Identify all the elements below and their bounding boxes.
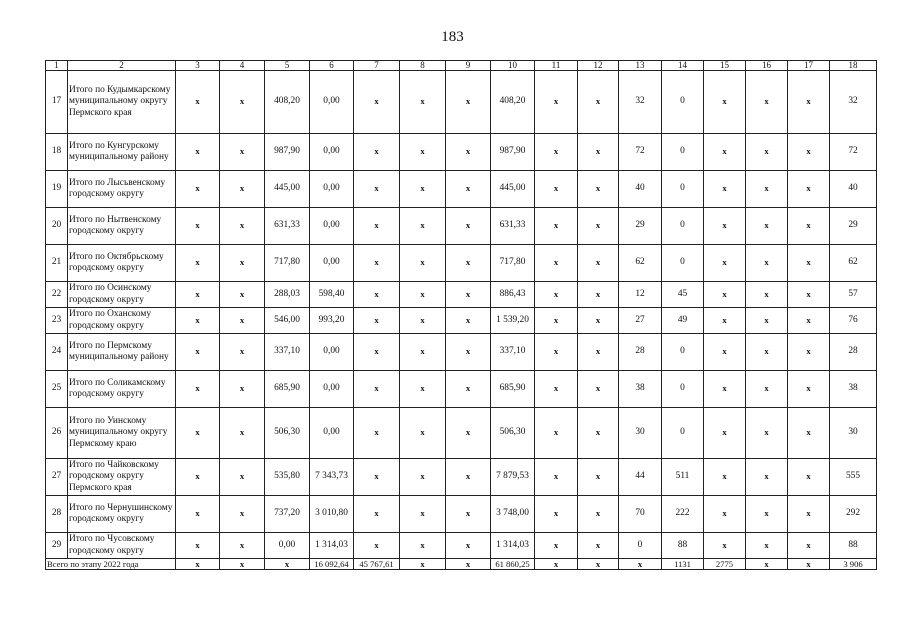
- total-cell: x: [400, 559, 446, 570]
- total-cell: x: [619, 559, 662, 570]
- table-cell: 32: [830, 71, 877, 134]
- total-cell: x: [578, 559, 619, 570]
- column-number: 8: [400, 61, 446, 71]
- table-cell: x: [400, 134, 446, 171]
- table-cell: 76: [830, 308, 877, 334]
- table-cell: 45: [662, 282, 704, 308]
- table-cell: x: [176, 371, 220, 408]
- table-row: [46, 334, 877, 371]
- municipality-name: Итого по Кудымкарскому муниципальному округу Пермского края: [68, 71, 176, 134]
- table-cell: x: [400, 533, 446, 559]
- table-cell: 12: [619, 282, 662, 308]
- table-cell: x: [788, 496, 830, 533]
- table-cell: x: [578, 459, 619, 496]
- column-number: 12: [578, 61, 619, 71]
- row-number: 24: [46, 334, 68, 371]
- municipality-name: Итого по Чусовскому городскому округу: [68, 533, 176, 559]
- table-cell: 685,90: [265, 371, 310, 408]
- column-number: 4: [220, 61, 265, 71]
- table-cell: x: [788, 408, 830, 459]
- table-row: [46, 134, 877, 171]
- table-cell: 0,00: [310, 245, 354, 282]
- table-cell: x: [354, 134, 400, 171]
- table-cell: x: [704, 134, 746, 171]
- table-cell: 0: [662, 245, 704, 282]
- table-cell: x: [704, 371, 746, 408]
- table-cell: x: [176, 134, 220, 171]
- table-cell: x: [788, 171, 830, 208]
- table-cell: x: [704, 308, 746, 334]
- table-cell: 38: [830, 371, 877, 408]
- table-cell: x: [578, 134, 619, 171]
- table-cell: 408,20: [265, 71, 310, 134]
- table-cell: x: [400, 282, 446, 308]
- row-number: 25: [46, 371, 68, 408]
- table-cell: 0,00: [265, 533, 310, 559]
- table-cell: x: [535, 208, 578, 245]
- table-cell: 0: [662, 208, 704, 245]
- table-cell: x: [788, 334, 830, 371]
- column-number: 5: [265, 61, 310, 71]
- table-cell: x: [788, 208, 830, 245]
- table-cell: x: [788, 533, 830, 559]
- total-cell: 2775: [704, 559, 746, 570]
- total-cell: 3 906: [830, 559, 877, 570]
- table-cell: x: [746, 459, 788, 496]
- table-cell: 0,00: [310, 134, 354, 171]
- column-number: 15: [704, 61, 746, 71]
- table-cell: x: [446, 371, 491, 408]
- table-cell: 27: [619, 308, 662, 334]
- page-number: 183: [441, 29, 464, 45]
- table-cell: 62: [830, 245, 877, 282]
- table-cell: 88: [830, 533, 877, 559]
- table-cell: x: [578, 208, 619, 245]
- table-cell: 0,00: [310, 408, 354, 459]
- table-cell: 40: [830, 171, 877, 208]
- table-cell: 0,00: [310, 371, 354, 408]
- table-cell: x: [220, 533, 265, 559]
- table-row: [46, 496, 877, 533]
- table-cell: x: [400, 334, 446, 371]
- table-cell: x: [176, 408, 220, 459]
- municipality-name: Итого по Нытвенскому городскому округу: [68, 208, 176, 245]
- table-cell: x: [704, 459, 746, 496]
- table-cell: 1 314,03: [491, 533, 535, 559]
- table-cell: 72: [619, 134, 662, 171]
- total-row: [46, 559, 877, 570]
- table-cell: x: [704, 71, 746, 134]
- table-cell: 0,00: [310, 171, 354, 208]
- table-cell: x: [535, 334, 578, 371]
- table-cell: x: [220, 71, 265, 134]
- table-cell: 222: [662, 496, 704, 533]
- table-cell: 0: [662, 334, 704, 371]
- table-cell: 3 010,80: [310, 496, 354, 533]
- table-cell: 685,90: [491, 371, 535, 408]
- table-cell: 29: [830, 208, 877, 245]
- table-cell: x: [354, 282, 400, 308]
- report-table: [45, 60, 877, 570]
- table-cell: 506,30: [265, 408, 310, 459]
- table-cell: x: [578, 71, 619, 134]
- table-cell: x: [746, 282, 788, 308]
- table-cell: 886,43: [491, 282, 535, 308]
- table-cell: x: [400, 208, 446, 245]
- table-cell: 445,00: [491, 171, 535, 208]
- table-cell: x: [578, 245, 619, 282]
- table-cell: x: [176, 245, 220, 282]
- table-cell: x: [220, 134, 265, 171]
- table-cell: x: [176, 171, 220, 208]
- column-number: 7: [354, 61, 400, 71]
- table-cell: x: [400, 371, 446, 408]
- table-cell: 717,80: [491, 245, 535, 282]
- table-cell: x: [578, 496, 619, 533]
- table-cell: 546,00: [265, 308, 310, 334]
- table-row: [46, 408, 877, 459]
- column-number: 16: [746, 61, 788, 71]
- table-row: [46, 282, 877, 308]
- table-cell: x: [176, 496, 220, 533]
- table-cell: x: [746, 371, 788, 408]
- table-cell: x: [704, 208, 746, 245]
- table-row: [46, 171, 877, 208]
- table-cell: x: [535, 134, 578, 171]
- total-cell: 16 092,64: [310, 559, 354, 570]
- table-cell: x: [354, 71, 400, 134]
- municipality-name: Итого по Уинскому муниципальному округу Пермскому краю: [68, 408, 176, 459]
- table-cell: 40: [619, 171, 662, 208]
- table-cell: x: [535, 282, 578, 308]
- municipality-name: Итого по Соликамскому городскому округу: [68, 371, 176, 408]
- municipality-name: Итого по Октябрьскому городскому округу: [68, 245, 176, 282]
- municipality-name: Итого по Лысьвенскому городскому округу: [68, 171, 176, 208]
- municipality-name: Итого по Чернушинскому городскому округу: [68, 496, 176, 533]
- table-cell: x: [746, 245, 788, 282]
- table-cell: x: [220, 496, 265, 533]
- table-cell: x: [446, 245, 491, 282]
- table-cell: x: [788, 245, 830, 282]
- table-cell: 987,90: [265, 134, 310, 171]
- table-cell: x: [704, 334, 746, 371]
- table-cell: x: [176, 533, 220, 559]
- table-cell: 29: [619, 208, 662, 245]
- table-cell: 0: [662, 371, 704, 408]
- table-cell: x: [176, 334, 220, 371]
- table-cell: x: [220, 282, 265, 308]
- table-cell: x: [746, 208, 788, 245]
- column-number: 11: [535, 61, 578, 71]
- row-number: 20: [46, 208, 68, 245]
- table-cell: 1 539,20: [491, 308, 535, 334]
- municipality-name: Итого по Чайковскому городскому округу Пермского края: [68, 459, 176, 496]
- table-cell: 0,00: [310, 208, 354, 245]
- municipality-name: Итого по Осинскому городскому округу: [68, 282, 176, 308]
- table-cell: x: [578, 371, 619, 408]
- municipality-name: Итого по Кунгурскому муниципальному району: [68, 134, 176, 171]
- row-number: 19: [46, 171, 68, 208]
- table-cell: 62: [619, 245, 662, 282]
- table-cell: x: [578, 408, 619, 459]
- table-cell: x: [446, 171, 491, 208]
- table-cell: x: [400, 71, 446, 134]
- table-cell: x: [354, 171, 400, 208]
- row-number: 26: [46, 408, 68, 459]
- table-cell: x: [446, 334, 491, 371]
- column-number: 18: [830, 61, 877, 71]
- table-cell: 3 748,00: [491, 496, 535, 533]
- table-cell: x: [535, 245, 578, 282]
- table-cell: 49: [662, 308, 704, 334]
- table-cell: 0,00: [310, 71, 354, 134]
- total-cell: x: [265, 559, 310, 570]
- table-cell: x: [400, 408, 446, 459]
- table-cell: 70: [619, 496, 662, 533]
- table-cell: x: [578, 308, 619, 334]
- table-cell: 337,10: [265, 334, 310, 371]
- table-cell: x: [446, 282, 491, 308]
- table-cell: 631,33: [491, 208, 535, 245]
- table-cell: 631,33: [265, 208, 310, 245]
- table-cell: 0: [662, 71, 704, 134]
- table-cell: x: [220, 334, 265, 371]
- row-number: 17: [46, 71, 68, 134]
- table-cell: x: [578, 171, 619, 208]
- table-row: [46, 371, 877, 408]
- table-cell: 445,00: [265, 171, 310, 208]
- row-number: 23: [46, 308, 68, 334]
- table-cell: x: [176, 208, 220, 245]
- table-cell: x: [220, 408, 265, 459]
- table-cell: x: [446, 71, 491, 134]
- table-cell: x: [788, 134, 830, 171]
- table-cell: x: [535, 308, 578, 334]
- table-cell: x: [446, 208, 491, 245]
- table-cell: x: [354, 533, 400, 559]
- table-cell: 737,20: [265, 496, 310, 533]
- table-cell: x: [746, 533, 788, 559]
- table-cell: 7 343,73: [310, 459, 354, 496]
- column-number: 17: [788, 61, 830, 71]
- table-cell: 0: [662, 408, 704, 459]
- table-cell: x: [746, 496, 788, 533]
- total-cell: x: [446, 559, 491, 570]
- table-cell: 506,30: [491, 408, 535, 459]
- total-cell: 1131: [662, 559, 704, 570]
- table-cell: 32: [619, 71, 662, 134]
- table-cell: x: [220, 171, 265, 208]
- table-cell: x: [535, 71, 578, 134]
- row-number: 28: [46, 496, 68, 533]
- table-row: [46, 533, 877, 559]
- table-cell: 72: [830, 134, 877, 171]
- row-number: 27: [46, 459, 68, 496]
- table-cell: 0,00: [310, 334, 354, 371]
- table-cell: x: [788, 371, 830, 408]
- table-cell: 993,20: [310, 308, 354, 334]
- column-number: 1: [46, 61, 68, 71]
- table-cell: 292: [830, 496, 877, 533]
- table-cell: x: [746, 334, 788, 371]
- table-cell: 0: [662, 171, 704, 208]
- table-cell: x: [354, 245, 400, 282]
- table-cell: 0: [662, 134, 704, 171]
- table-cell: x: [354, 208, 400, 245]
- column-number: 14: [662, 61, 704, 71]
- table-body: [46, 61, 877, 570]
- table-cell: x: [704, 408, 746, 459]
- total-cell: x: [746, 559, 788, 570]
- row-number: 29: [46, 533, 68, 559]
- column-number: 9: [446, 61, 491, 71]
- table-cell: 511: [662, 459, 704, 496]
- table-cell: x: [354, 308, 400, 334]
- table-cell: x: [400, 459, 446, 496]
- table-cell: 0: [619, 533, 662, 559]
- column-number: 13: [619, 61, 662, 71]
- table-cell: x: [535, 408, 578, 459]
- table-cell: x: [704, 496, 746, 533]
- table-cell: x: [788, 282, 830, 308]
- table-cell: 88: [662, 533, 704, 559]
- table-cell: 30: [830, 408, 877, 459]
- table-cell: x: [535, 533, 578, 559]
- table-cell: x: [176, 71, 220, 134]
- column-number: 3: [176, 61, 220, 71]
- total-cell: 45 767,61: [354, 559, 400, 570]
- table-cell: 288,03: [265, 282, 310, 308]
- total-cell: x: [176, 559, 220, 570]
- table-row: [46, 245, 877, 282]
- column-number: 6: [310, 61, 354, 71]
- column-number: 10: [491, 61, 535, 71]
- table-cell: 555: [830, 459, 877, 496]
- table-cell: x: [220, 459, 265, 496]
- table-cell: x: [400, 496, 446, 533]
- table-cell: x: [746, 171, 788, 208]
- table-cell: 44: [619, 459, 662, 496]
- table-cell: 987,90: [491, 134, 535, 171]
- column-number: 2: [68, 61, 176, 71]
- table-cell: 717,80: [265, 245, 310, 282]
- table-cell: x: [535, 171, 578, 208]
- table-cell: x: [746, 308, 788, 334]
- table-cell: x: [746, 134, 788, 171]
- municipality-name: Итого по Оханскому городскому округу: [68, 308, 176, 334]
- table-row: [46, 459, 877, 496]
- row-number: 21: [46, 245, 68, 282]
- table-cell: 598,40: [310, 282, 354, 308]
- table-cell: x: [446, 496, 491, 533]
- table-cell: x: [578, 282, 619, 308]
- total-cell: 61 860,25: [491, 559, 535, 570]
- municipality-name: Итого по Пермскому муниципальному району: [68, 334, 176, 371]
- table-cell: x: [788, 459, 830, 496]
- column-number-row: [46, 61, 877, 71]
- table-cell: x: [400, 171, 446, 208]
- table-cell: x: [446, 459, 491, 496]
- table-cell: x: [354, 496, 400, 533]
- table-cell: x: [788, 308, 830, 334]
- total-label: Всего по этапу 2022 года: [46, 559, 176, 570]
- table-cell: 38: [619, 371, 662, 408]
- table-cell: 57: [830, 282, 877, 308]
- table-cell: x: [446, 134, 491, 171]
- table-row: [46, 308, 877, 334]
- table-cell: x: [704, 171, 746, 208]
- table-cell: 28: [830, 334, 877, 371]
- table-cell: 1 314,03: [310, 533, 354, 559]
- table-cell: x: [704, 245, 746, 282]
- table-cell: x: [746, 408, 788, 459]
- total-cell: x: [535, 559, 578, 570]
- row-number: 18: [46, 134, 68, 171]
- table-cell: x: [535, 496, 578, 533]
- table-cell: 408,20: [491, 71, 535, 134]
- table-cell: x: [354, 459, 400, 496]
- table-cell: x: [746, 71, 788, 134]
- table-cell: x: [176, 282, 220, 308]
- table-cell: x: [446, 408, 491, 459]
- table-cell: x: [535, 459, 578, 496]
- table-cell: 535,80: [265, 459, 310, 496]
- table-cell: x: [176, 459, 220, 496]
- table-cell: x: [535, 371, 578, 408]
- table-cell: 7 879,53: [491, 459, 535, 496]
- total-cell: x: [220, 559, 265, 570]
- table-cell: x: [220, 371, 265, 408]
- table-cell: x: [446, 533, 491, 559]
- table-cell: 337,10: [491, 334, 535, 371]
- table-row: [46, 208, 877, 245]
- table-cell: x: [220, 208, 265, 245]
- table-cell: x: [354, 334, 400, 371]
- table-row: [46, 71, 877, 134]
- table-cell: x: [220, 245, 265, 282]
- table-cell: x: [704, 282, 746, 308]
- table-cell: x: [354, 371, 400, 408]
- row-number: 22: [46, 282, 68, 308]
- table-cell: x: [400, 308, 446, 334]
- table-cell: x: [578, 334, 619, 371]
- table-cell: x: [400, 245, 446, 282]
- table-cell: x: [446, 308, 491, 334]
- table-cell: x: [788, 71, 830, 134]
- table-cell: x: [354, 408, 400, 459]
- table-cell: x: [578, 533, 619, 559]
- table-cell: 28: [619, 334, 662, 371]
- table-cell: x: [176, 308, 220, 334]
- table-cell: x: [704, 533, 746, 559]
- total-cell: x: [788, 559, 830, 570]
- table-cell: 30: [619, 408, 662, 459]
- table-cell: x: [220, 308, 265, 334]
